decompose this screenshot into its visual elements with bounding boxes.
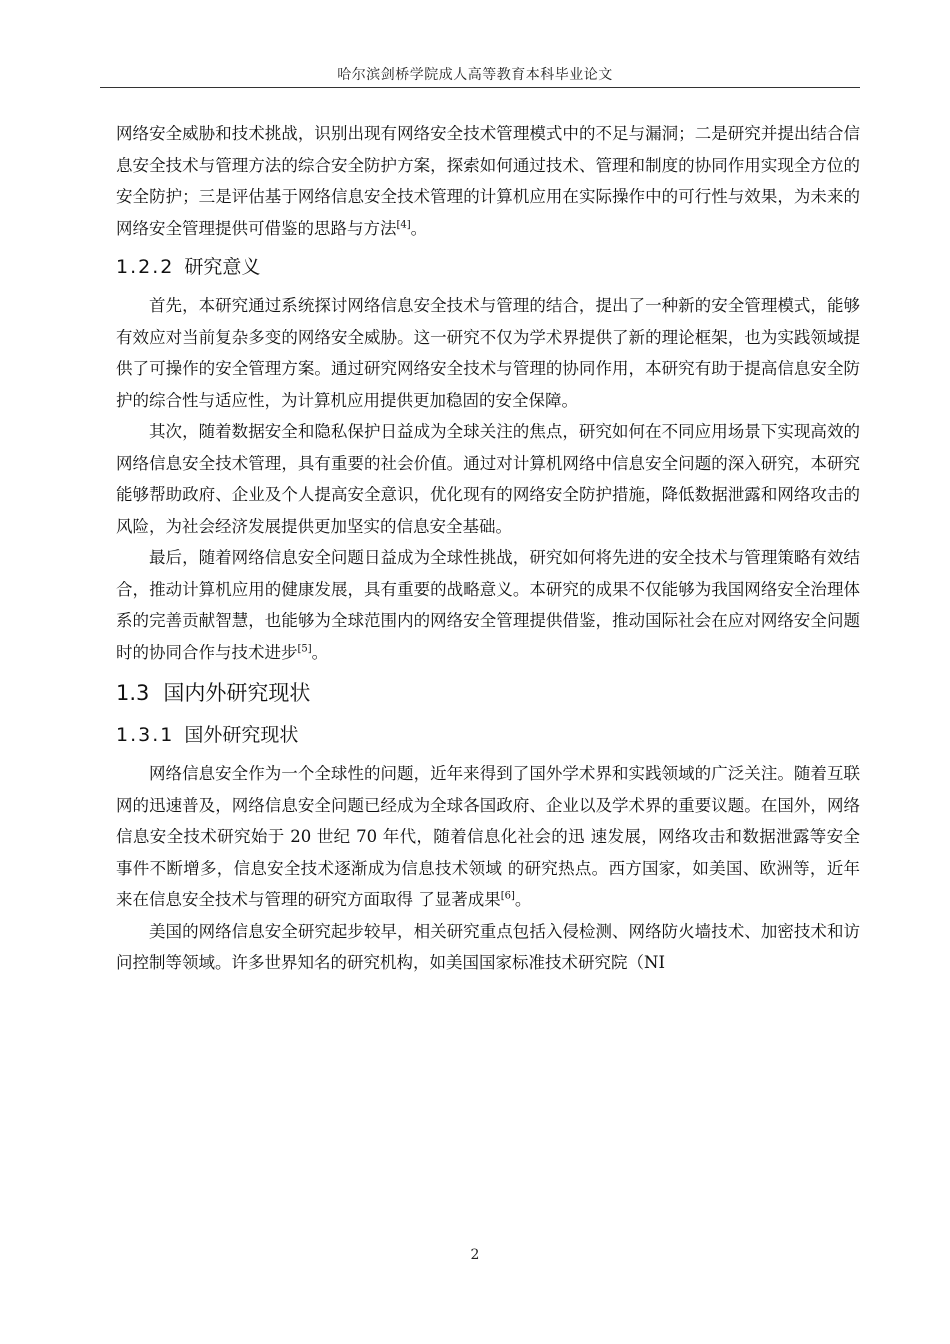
header-rule	[100, 87, 860, 88]
paragraph-text: 网络安全威胁和技术挑战，识别出现有网络安全技术管理模式中的不足与漏洞；二是研究并提出结合信息安全技术与管理方法的综合安全防护方案，探索如何通过技术、管理和制度的协同作用实现全方位的安全防护；三是评估基于网络信息安全技术管理的计算机应用在实际操作中的可行性与效果，为未来的网络安全管理提供可借鉴的思路与方法	[116, 124, 860, 238]
paragraph-text: 网络信息安全作为一个全球性的问题，近年来得到了国外学术界和实践领域的广泛关注。随着互联网的迅速普及，网络信息安全问题已经成为全球各国政府、企业以及学术界的重要议题。在国外，网络信息安全技术研究始于 20 世纪 70 年代，随着信息化社会的迅 速发展，网络攻击和数据泄露等安全事件不断增多，信息安全技术逐渐成为信息技术领域 的研究热点。西方国家，如美国、欧洲等，近年来在信息安全技术与管理的研究方面取得 了显著成果	[116, 764, 860, 909]
section-number: 1.2.2	[116, 256, 175, 278]
section-title: 国外研究现状	[184, 724, 299, 746]
citation-ref: [4]	[396, 219, 411, 230]
paragraph-tail: 。	[514, 890, 532, 909]
paragraph-text: 最后，随着网络信息安全问题日益成为全球性挑战，研究如何将先进的安全技术与管理策略有效结合，推动计算机应用的健康发展，具有重要的战略意义。本研究的成果不仅能够为我国网络安全治理体系的完善贡献智慧，也能够为全球范围内的网络安全管理提供借鉴，推动国际社会在应对网络安全问题时的协同合作与技术进步	[116, 548, 860, 662]
section-title: 研究意义	[184, 256, 261, 278]
page-body	[116, 118, 860, 979]
section-heading-1-3	[116, 674, 860, 712]
running-header: 哈尔滨剑桥学院成人高等教育本科毕业论文	[337, 67, 613, 83]
paragraph-tail: 。	[410, 218, 428, 238]
section-title: 国内外研究现状	[163, 681, 311, 705]
paragraph-tail: 。	[311, 642, 329, 662]
section-number: 1.3.1	[116, 724, 175, 746]
section-number: 1.3	[116, 681, 150, 705]
citation-ref: [5]	[297, 643, 312, 654]
paragraph-research-content-cont	[116, 118, 860, 244]
paragraph-foreign-overview	[116, 758, 860, 916]
section-heading-1-2-2	[116, 250, 860, 284]
page-number: 2	[470, 1247, 480, 1263]
section-heading-1-3-1	[116, 718, 860, 752]
citation-ref: [6]	[500, 890, 515, 902]
paragraph-significance-second: 其次，随着数据安全和隐私保护日益成为全球关注的焦点，研究如何在不同应用场景下实现高效的网络信息安全技术管理，具有重要的社会价值。通过对计算机网络中信息安全问题的深入研究，本研究能够帮助政府、企业及个人提高安全意识，优化现有的网络安全防护措施，降低数据泄露和网络攻击的风险，为社会经济发展提供更加坚实的信息安全基础。	[116, 422, 860, 536]
paragraph-significance-last	[116, 542, 860, 668]
paragraph-significance-first: 首先，本研究通过系统探讨网络信息安全技术与管理的结合，提出了一种新的安全管理模式，能够有效应对当前复杂多变的网络安全威胁。这一研究不仅为学术界提供了新的理论框架，也为实践领域提供了可操作的安全管理方案。通过研究网络安全技术与管理的协同作用，本研究有助于提高信息安全防护的综合性与适应性，为计算机应用提供更加稳固的安全保障。	[116, 296, 860, 410]
paragraph-us-research: 美国的网络信息安全研究起步较早，相关研究重点包括入侵检测、网络防火墙技术、加密技术和访问控制等领域。许多世界知名的研究机构，如美国国家标准技术研究院（NI	[116, 921, 860, 972]
